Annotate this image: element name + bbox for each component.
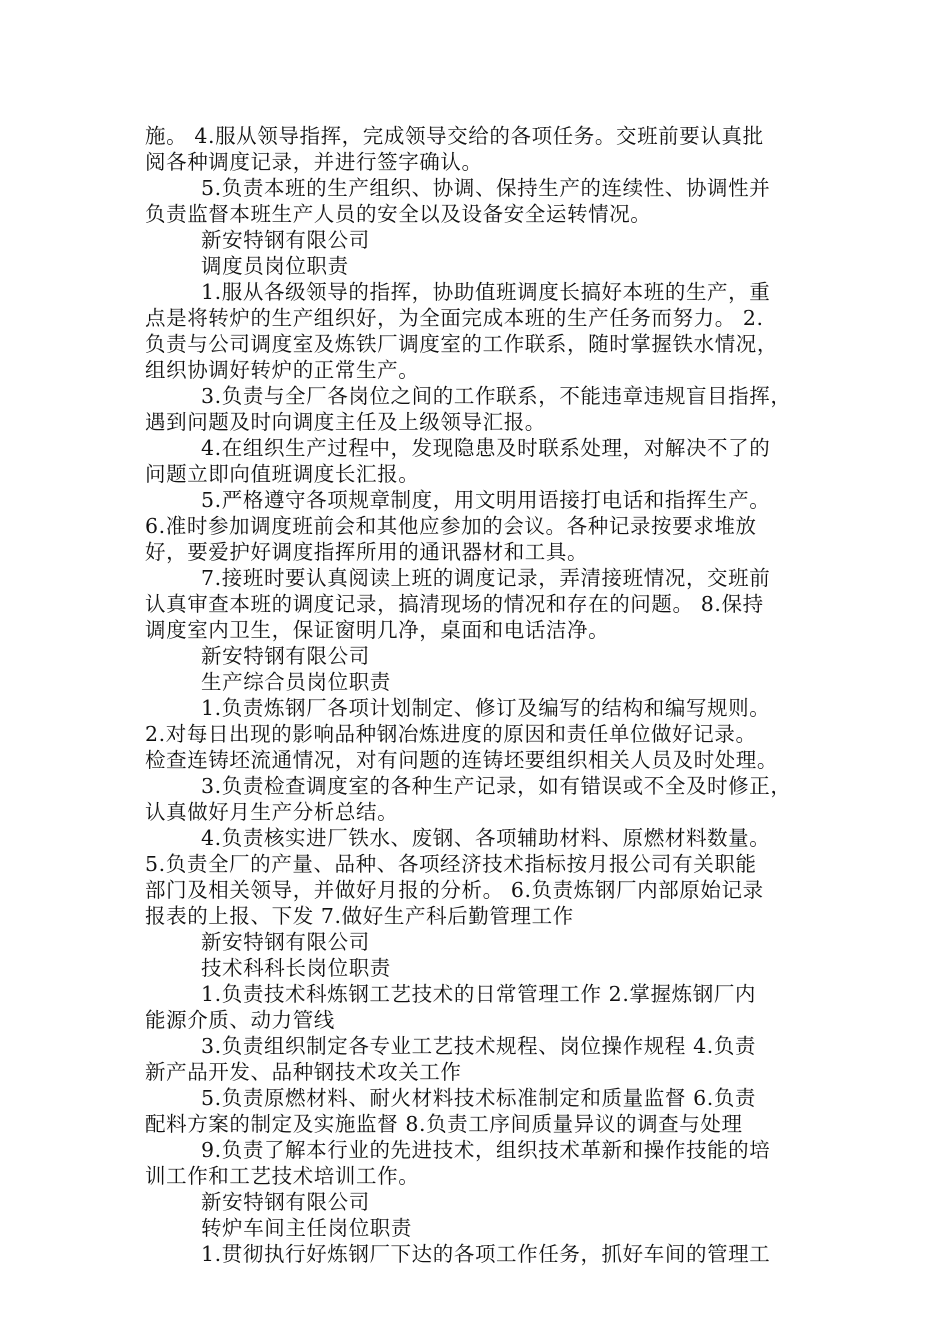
text-line: 报表的上报、下发 7.做好生产科后勤管理工作 [145,904,574,928]
text-line: 1.贯彻执行好炼钢厂下达的各项工作任务，抓好车间的管理工 [201,1242,771,1266]
section-title: 调度员岗位职责 [201,254,349,278]
text-line: 5.负责全厂的产量、品种、各项经济技术指标按月报公司有关职能 [145,852,757,876]
text-line: 3.负责组织制定各专业工艺技术规程、岗位操作规程 4.负责 [201,1034,757,1058]
text-line: 训工作和工艺技术培训工作。 [145,1164,420,1188]
text-line: 遇到问题及时向调度主任及上级领导汇报。 [145,410,546,434]
text-line: 组织协调好转炉的正常生产。 [145,358,420,382]
text-line: 2.对每日出现的影响品种钢冶炼进度的原因和责任单位做好记录。 [145,722,757,746]
text-line: 4.负责核实进厂铁水、废钢、各项辅助材料、原燃材料数量。 [201,826,771,850]
text-line: 5.严格遵守各项规章制度，用文明用语接打电话和指挥生产。 [201,488,771,512]
text-line: 认真做好月生产分析总结。 [145,800,399,824]
text-line: 点是将转炉的生产组织好，为全面完成本班的生产任务而努力。 2. [145,306,764,330]
text-line: 好，要爱护好调度指挥所用的通讯器材和工具。 [145,540,589,564]
section-title: 技术科科长岗位职责 [201,956,391,980]
text-line: 问题立即向值班调度长汇报。 [145,462,420,486]
text-line: 新产品开发、品种钢技术攻关工作 [145,1060,462,1084]
text-line: 3.负责检查调度室的各种生产记录，如有错误或不全及时修正， [201,774,792,798]
text-line: 认真审查本班的调度记录，搞清现场的情况和存在的问题。 8.保持 [145,592,764,616]
company-name: 新安特钢有限公司 [201,930,370,954]
text-line: 施。 4.服从领导指挥，完成领导交给的各项任务。交班前要认真批 [145,124,764,148]
text-line: 负责监督本班生产人员的安全以及设备安全运转情况。 [145,202,652,226]
text-line: 检查连铸坯流通情况，对有问题的连铸坯要组织相关人员及时处理。 [145,748,778,772]
text-line: 调度室内卫生，保证窗明几净，桌面和电话洁净。 [145,618,610,642]
text-line: 1.服从各级领导的指挥，协助值班调度长搞好本班的生产，重 [201,280,771,304]
section-title: 转炉车间主任岗位职责 [201,1216,412,1240]
text-line: 1.负责技术科炼钢工艺技术的日常管理工作 2.掌握炼钢厂内 [201,982,757,1006]
company-name: 新安特钢有限公司 [201,1190,370,1214]
company-name: 新安特钢有限公司 [201,644,370,668]
text-line: 配料方案的制定及实施监督 8.负责工序间质量异议的调查与处理 [145,1112,743,1136]
text-line: 9.负责了解本行业的先进技术，组织技术革新和操作技能的培 [201,1138,771,1162]
text-line: 5.负责原燃材料、耐火材料技术标准制定和质量监督 6.负责 [201,1086,757,1110]
text-line: 阅各种调度记录，并进行签字确认。 [145,150,483,174]
text-line: 部门及相关领导，并做好月报的分析。 6.负责炼钢厂内部原始记录 [145,878,764,902]
text-line: 4.在组织生产过程中，发现隐患及时联系处理，对解决不了的 [201,436,771,460]
section-title: 生产综合员岗位职责 [201,670,391,694]
text-line: 1.负责炼钢厂各项计划制定、修订及编写的结构和编写规则。 [201,696,771,720]
text-line: 能源介质、动力管线 [145,1008,335,1032]
text-line: 7.接班时要认真阅读上班的调度记录，弄清接班情况，交班前 [201,566,771,590]
company-name: 新安特钢有限公司 [201,228,370,252]
text-line: 3.负责与全厂各岗位之间的工作联系，不能违章违规盲目指挥， [201,384,792,408]
text-line: 负责与公司调度室及炼铁厂调度室的工作联系，随时掌握铁水情况， [145,332,778,356]
text-line: 6.准时参加调度班前会和其他应参加的会议。各种记录按要求堆放 [145,514,757,538]
text-line: 5.负责本班的生产组织、协调、保持生产的连续性、协调性并 [201,176,771,200]
